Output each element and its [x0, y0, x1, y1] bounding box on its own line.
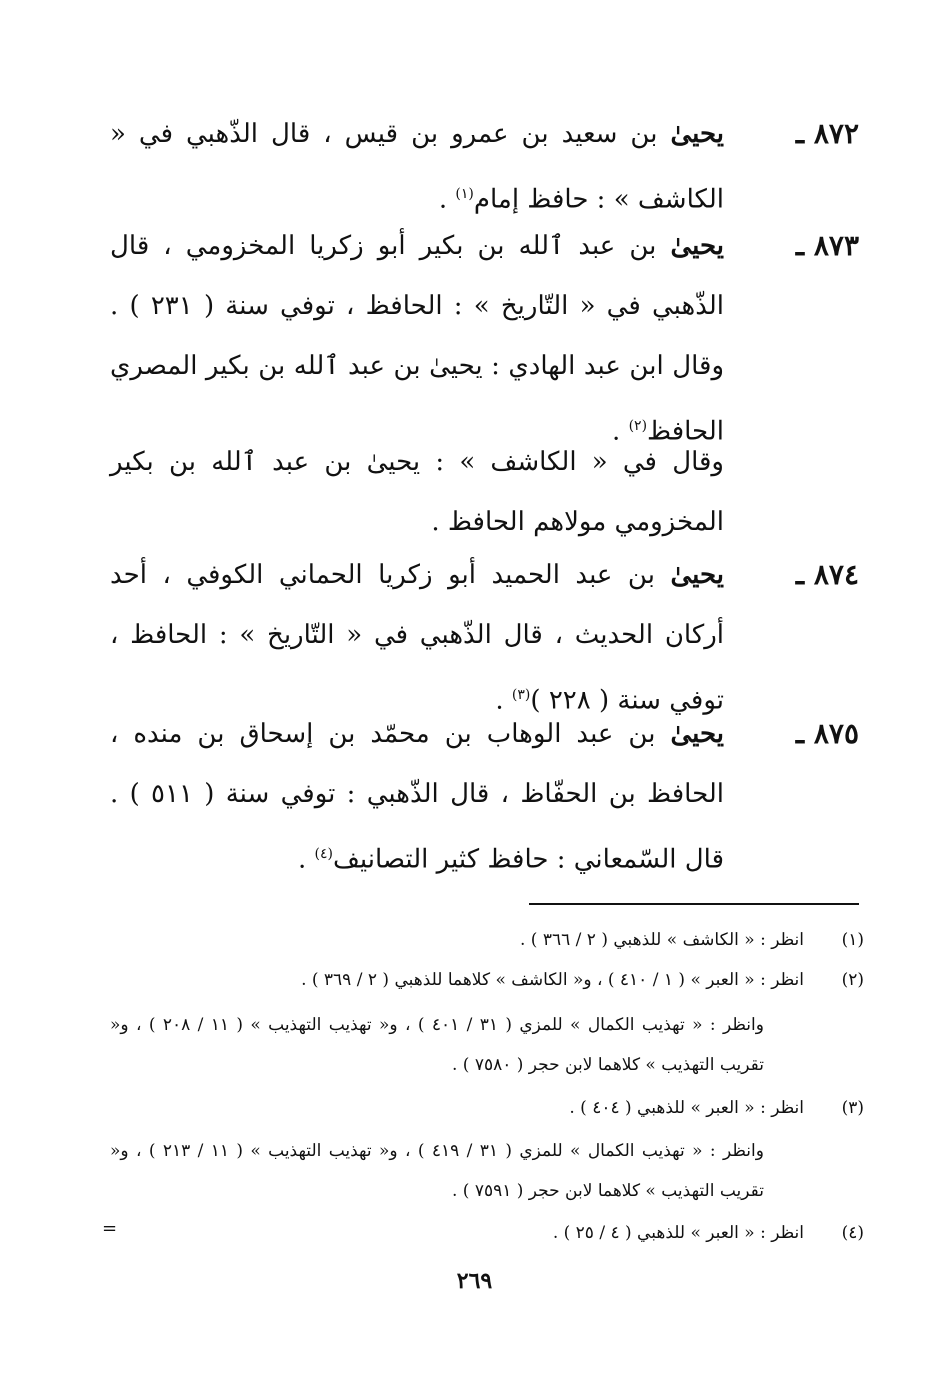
footnote-4 [553, 1213, 864, 1253]
entry-text: يحيىٰ بن سعيد بن عمرو بن قيس ، قال الذّهبي في « الكاشف » : حافظ إمام$^{(١)}$ . [110, 119, 725, 215]
footnote-separator [529, 903, 859, 905]
entry-875 [110, 704, 859, 890]
entry-name: يحيىٰ [670, 119, 725, 149]
entry-number: ٨٧٢ ـ [795, 117, 859, 150]
footnote-2 [301, 960, 864, 1000]
footnote-ref[interactable]: (٣) [511, 687, 531, 703]
entry-name: يحيىٰ [670, 719, 724, 749]
footnote-3-continuation: وانظر : « تهذيب الكمال » للمزي ( ٣١ / ٤١٩ ) ، و« تهذيب التهذيب » ( ١١ / ٢١٣ ) ، و« تقريب التهذيب » كلاهما لابن حجر ( ٧٥٩١ ) . [110, 1141, 764, 1201]
footnote-2-continuation: وانظر : « تهذيب الكمال » للمزي ( ٣١ / ٤٠١ ) ، و« تهذيب التهذيب » ( ١١ / ٢٠٨ ) ، و« تقريب التهذيب » كلاهما لابن حجر ( ٧٥٨٠ ) . [110, 1015, 764, 1075]
entry-text: يحيىٰ بن عبد الحميد أبو زكريا الحماني الكوفي ، أحد أركان الحديث ، قال الذّهبي في « التّاريخ » : الحافظ ، توفي سنة ( ٢٢٨ )$^{(٣)}$ . [110, 560, 725, 716]
footnote-text: انظر : « العبر » ( ١ / ٤١٠ ) ، و« الكاشف » كلاهما للذهبي ( ٢ / ٣٦٩ ) . [301, 970, 804, 990]
entry-873 [110, 216, 859, 462]
entry-873-extra: وقال في « الكاشف » : يحيىٰ بن عبد ٱلله بن بكير المخزومي مولاهم الحافظ . [110, 447, 724, 537]
footnote-number: (٢) [841, 970, 864, 990]
footnote-1 [520, 920, 864, 960]
entry-number: ٨٧٤ ـ [795, 558, 859, 591]
page-number: ٢٦٩ [456, 1268, 493, 1294]
footnote-number: (٤) [841, 1223, 864, 1243]
footnote-text: انظر : « الكاشف » للذهبي ( ٢ / ٣٦٦ ) . [519, 930, 804, 950]
footnote-ref[interactable]: (٢) [628, 418, 648, 434]
entry-number: ٨٧٥ ـ [795, 717, 859, 750]
footnote-number: (٣) [841, 1098, 864, 1118]
footnote-3 [569, 1088, 864, 1128]
entry-text: يحيىٰ بن عبد الوهاب بن محمّد بن إسحاق بن منده ، الحافظ بن الحفّاظ ، قال الذّهبي : توفي سنة ( ٥١١ ) . قال السّمعاني : حافظ كثير التصانيف$^{(٤)}$ . [110, 719, 725, 875]
entry-874 [110, 545, 859, 731]
footnote-ref[interactable]: (٤) [314, 846, 333, 862]
continuation-mark: = [102, 1218, 118, 1239]
entry-number: ٨٧٣ ـ [795, 229, 859, 262]
entry-text: يحيىٰ بن عبد ٱلله بن بكير أبو زكريا المخزومي ، قال الذّهبي في « التّاريخ » : الحافظ ، توفي سنة ( ٢٣١ ) . وقال ابن عبد الهادي : يحيىٰ بن عبد ٱلله بن بكير المصري الحافظ$^{(٢)}$ . [110, 231, 725, 447]
entry-name: يحيىٰ [670, 560, 725, 590]
footnote-text: انظر : « العبر » للذهبي ( ٤٠٤ ) . [569, 1098, 804, 1118]
entry-name: يحيىٰ [670, 231, 725, 261]
footnote-ref[interactable]: (١) [455, 186, 474, 202]
footnote-number: (١) [841, 930, 864, 950]
footnote-text: انظر : « العبر » للذهبي ( ٤ / ٢٥ ) . [552, 1223, 804, 1243]
entry-872 [110, 104, 859, 230]
